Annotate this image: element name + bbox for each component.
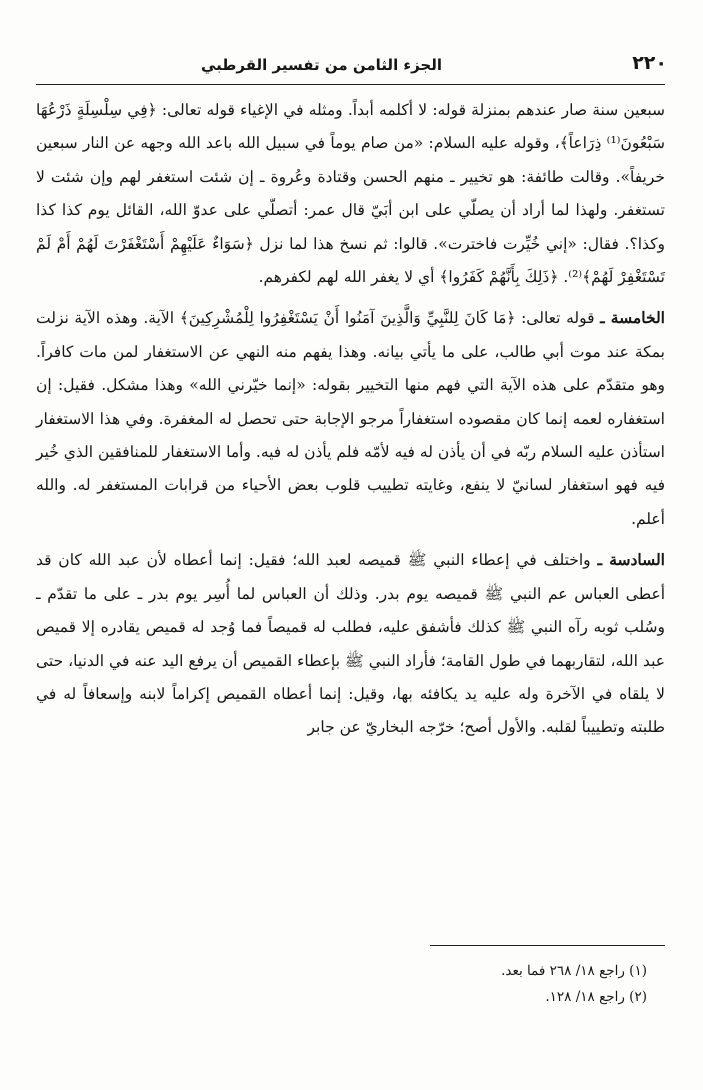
paragraph-fifth-text: قوله تعالى: ﴿مَا كَانَ لِلنَّبِيِّ وَالَّذِينَ آمَنُوا أَنْ يَسْتَغْفِرُوا لِلْمُشْرِكِينَ﴾ الآية. وهذه الآية نزلت بمكة عند موت أبي طالب، على ما يأتي بيانه. وهذا يفهم منه النهي عن الاستغفار لمن مات كافراً. وهو متقدّم على هذه الآية التي فهم منها التخيير بقوله: «إنما خيّرني الله» وهذا مشكل. فقيل: إن استغفاره لعمه إنما كان مقصوده استغفاراً مرجو الإجابة حتى تحصل له المغفرة. وفي هذا الاستغفار استأذن عليه السلام ربّه في أن يأذن له فيه لأمّه فلم يأذن له فيه. وأما الاستغفار للمنافقين الذي خُير فيه فهو استغفار لسانيّ لا ينفع، وغايته تطييب قلوب بعض الأحياء من قرابات المستغفر له. والله أعلم.: [36, 309, 665, 528]
footnote-divider: [430, 945, 665, 946]
paragraph-sixth-issue: [36, 543, 665, 744]
paragraph-sixth-text: واختلف في إعطاء النبي ﷺ قميصه لعبد الله؛ فقيل: إنما أعطاه لأن عبد الله كان قد أعطى العباس عم النبي ﷺ قميصه يوم بدر. وذلك أن العباس لما أُسِر يوم بدر ـ على ما تقدّم ـ وسُلب ثوبه رآه النبي ﷺ كذلك فأشفق عليه، فطلب له قميصاً فما وُجد له قميص يقادره إلا قميص عبد الله، لتقاربهما في طول القامة؛ فأراد النبي ﷺ بإعطاء القميص أن يرفع اليد عنه في الدنيا، حتى لا يلقاه في الآخرة وله عليه يد يكافئه بها، وقيل: إنما أعطاه القميص إكراماً لابنه وإسعافاً له في طلبته وتطييباً لقلبه. والأول أصح؛ خرّجه البخاريّ عن جابر: [36, 551, 665, 737]
section-spacer: [36, 536, 665, 543]
section-heading-sixth: السادسة ـ: [597, 550, 665, 570]
paragraph-continuation: سبعين سنة صار عندهم بمنزلة قوله: لا أكلمه أبداً. ومثله في الإغياء قوله تعالى: ﴿فِي سِلْسِلَةٍ ذَرْعُهَا سَبْعُونَ⁽¹⁾ ذِرَاعاً﴾، وقوله عليه السلام: «من صام يوماً في سبيل الله باعد الله وجهه عن النار سبعين خريفاً». وقالت طائفة: هو تخيير ـ منهم الحسن وقتادة وعُروة ـ إن شئت استغفر لهم وإن شئت لا تستغفر. ولهذا لما أراد أن يصلّي على ابن أبَيّ قال عمر: أتصلّي على عدوّ الله، القائل يوم كذا كذا وكذا؟. فقال: «إني خُيِّرت فاخترت». قالوا: ثم نسخ هذا لما نزل ﴿سَوَاءٌ عَلَيْهِمْ أَسْتَغْفَرْتَ لَهُمْ أَمْ لَمْ تَسْتَغْفِرْ لَهُمْ﴾⁽²⁾. ﴿ذَلِكَ بِأَنَّهُمْ كَفَرُوا﴾ أي لا يغفر الله لهم لكفرهم.: [36, 101, 665, 287]
main-text: [36, 94, 665, 745]
footnote-1: (١) راجع ١٨/ ٢٦٨ فما بعد.: [501, 963, 647, 979]
section-heading-fifth: الخامسة ـ: [600, 308, 665, 328]
section-spacer: [36, 294, 665, 301]
footnote-2: (٢) راجع ١٨/ ١٢٨.: [545, 989, 647, 1005]
running-title: الجزء الثامن من تفسير القرطبي: [200, 56, 443, 74]
footnotes: [36, 958, 647, 1010]
header-divider: [36, 84, 665, 85]
page-number: ٢٢٠: [632, 52, 667, 74]
page-header: [36, 44, 667, 84]
paragraph-fifth-issue: [36, 301, 665, 536]
